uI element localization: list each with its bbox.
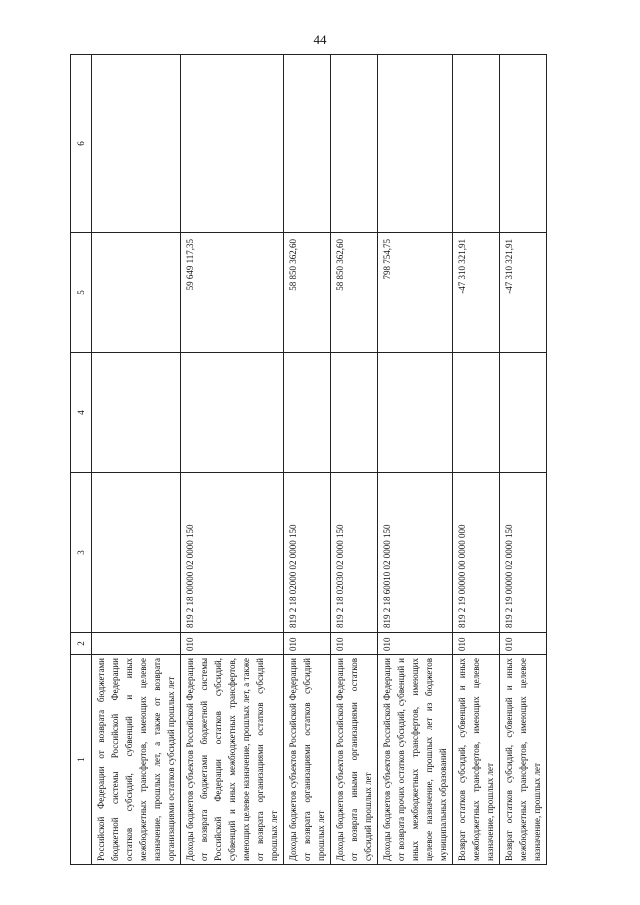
row-amount xyxy=(92,233,181,353)
table-row xyxy=(378,55,453,865)
row-line-code: 010 xyxy=(378,633,453,655)
row-budget-code: 819 2 19 00000 02 0000 150 xyxy=(500,473,547,633)
col-header-6: 6 xyxy=(71,55,92,233)
row-line-code: 010 xyxy=(500,633,547,655)
row-line-code: 010 xyxy=(284,633,331,655)
row-col6 xyxy=(378,55,453,233)
row-line-code: 010 xyxy=(331,633,378,655)
row-col6 xyxy=(453,55,500,233)
col-header-2: 2 xyxy=(71,633,92,655)
row-col6 xyxy=(92,55,181,233)
row-amount: -47 310 321,91 xyxy=(500,233,547,353)
row-col4 xyxy=(331,353,378,473)
table-row xyxy=(92,55,181,865)
col-header-3: 3 xyxy=(71,473,92,633)
table-row xyxy=(181,55,284,865)
row-amount: 58 850 362,60 xyxy=(284,233,331,353)
row-col4 xyxy=(378,353,453,473)
row-budget-code: 819 2 18 00000 02 0000 150 xyxy=(181,473,284,633)
row-budget-code: 819 2 18 02000 02 0000 150 xyxy=(284,473,331,633)
row-description: Доходы бюджетов субъектов Российской Федерации от возврата организациями остатков субсидий прошлых лет xyxy=(284,655,331,865)
row-col4 xyxy=(284,353,331,473)
row-col6 xyxy=(181,55,284,233)
row-col4 xyxy=(92,353,181,473)
row-description: Доходы бюджетов субъектов Российской Федерации от возврата прочих остатков субсидий, субвенций и иных межбюджетных трансфертов, имеющих целевое назначение, прошлых лет из бюджетов муниципальных образований xyxy=(378,655,453,865)
row-budget-code: 819 2 18 60010 02 0000 150 xyxy=(378,473,453,633)
row-line-code xyxy=(92,633,181,655)
col-header-1: 1 xyxy=(71,655,92,865)
col-header-4: 4 xyxy=(71,353,92,473)
row-budget-code xyxy=(92,473,181,633)
row-description: Возврат остатков субсидий, субвенций и иных межбюджетных трансфертов, имеющих целевое назначение, прошлых лет xyxy=(500,655,547,865)
table-row xyxy=(500,55,547,865)
row-budget-code: 819 2 18 02030 02 0000 150 xyxy=(331,473,378,633)
row-description: Доходы бюджетов субъектов Российской Федерации от возврата иными организациями остатков субсидий прошлых лет xyxy=(331,655,378,865)
row-budget-code: 819 2 19 00000 00 0000 000 xyxy=(453,473,500,633)
table-row xyxy=(284,55,331,865)
row-col6 xyxy=(284,55,331,233)
row-amount: 798 754,75 xyxy=(378,233,453,353)
header-row xyxy=(71,55,92,865)
row-amount: -47 310 321,91 xyxy=(453,233,500,353)
rotated-table-region xyxy=(70,55,610,865)
row-line-code: 010 xyxy=(181,633,284,655)
row-col4 xyxy=(500,353,547,473)
row-col6 xyxy=(331,55,378,233)
col-header-5: 5 xyxy=(71,233,92,353)
row-description: Российской Федерации от возврата бюджетами бюджетной системы Российской Федерации остатков субсидий, субвенций и иных межбюджетных трансфертов, имеющих целевое назначение, прошлых лет, а также от возврата организациями остатков субсидий прошлых лет xyxy=(92,655,181,865)
row-col6 xyxy=(500,55,547,233)
budget-table xyxy=(70,54,547,865)
row-amount: 58 850 362,60 xyxy=(331,233,378,353)
row-line-code: 010 xyxy=(453,633,500,655)
table-row xyxy=(453,55,500,865)
table-row xyxy=(331,55,378,865)
rotated-table xyxy=(70,55,610,865)
row-amount: 59 649 117,35 xyxy=(181,233,284,353)
page-number: 44 xyxy=(313,32,327,47)
row-description: Возврат остатков субсидий, субвенций и иных межбюджетных трансфертов, имеющих целевое назначение, прошлых лет xyxy=(453,655,500,865)
row-col4 xyxy=(453,353,500,473)
row-col4 xyxy=(181,353,284,473)
row-description: Доходы бюджетов субъектов Российской Федерации от возврата бюджетами бюджетной системы Российской Федерации остатков субсидий, субвенций и иных межбюджетных трансфертов, имеющих целевое назначение, прошлых лет, а также от возврата организациями остатков субсидий прошлых лет xyxy=(181,655,284,865)
